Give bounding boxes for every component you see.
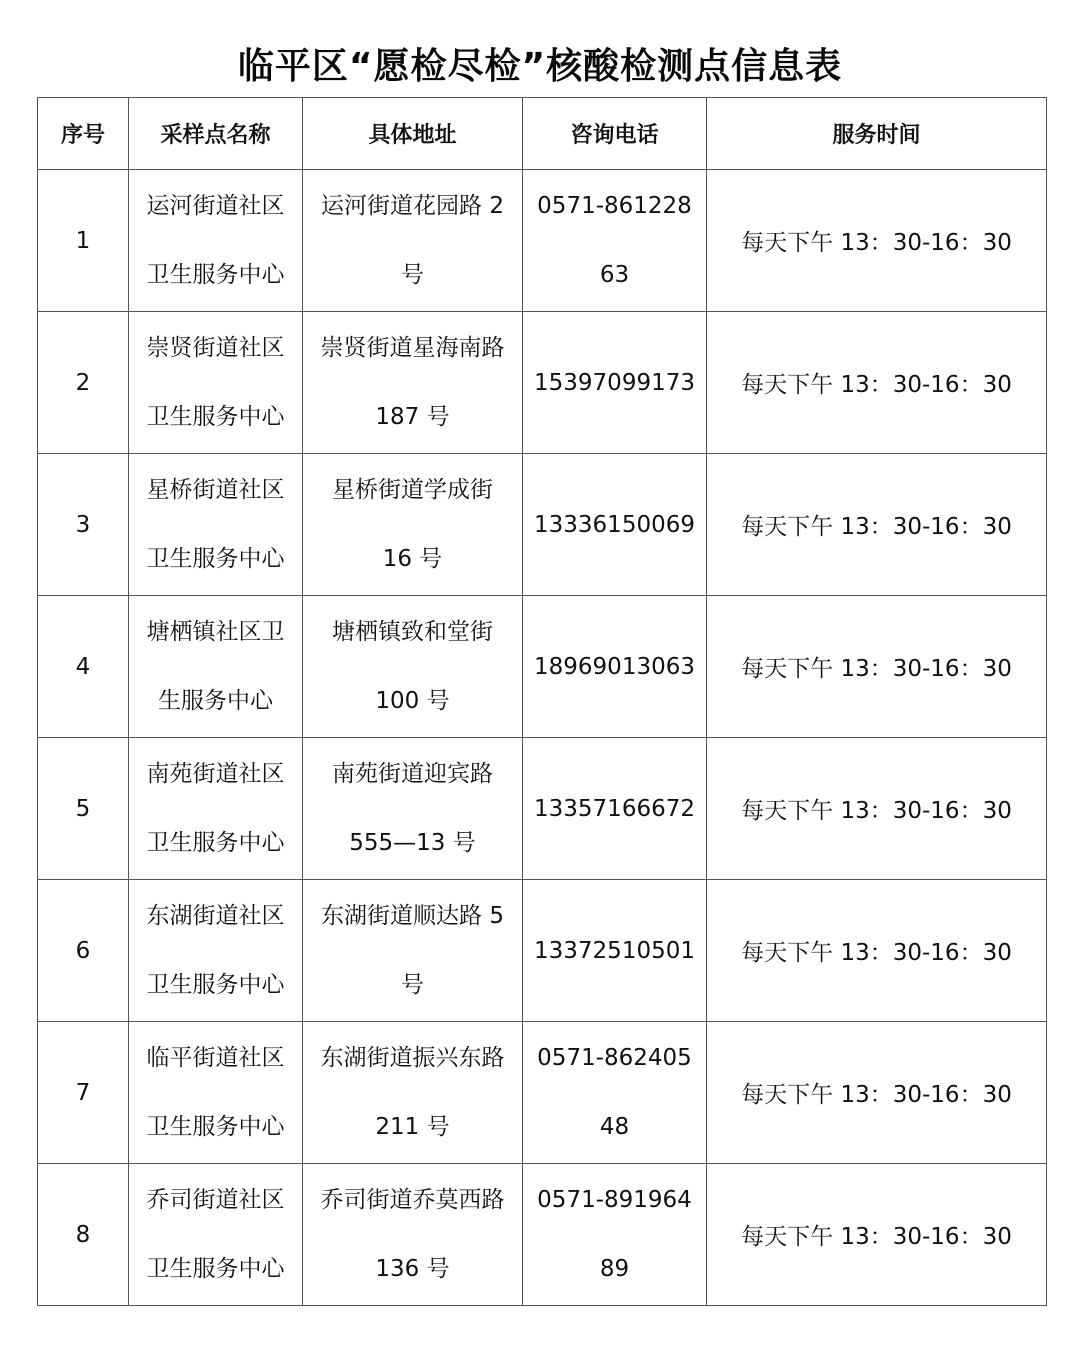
cell-site-name-line-2: 卫生服务中心: [146, 546, 285, 572]
cell-site-name: [129, 880, 303, 1022]
cell-site-name: [129, 1164, 303, 1306]
cell-phone-line-2: 63: [599, 262, 630, 288]
cell-service-time-text: 每天下午 13：30-16：30: [741, 656, 1012, 682]
cell-site-name-line-1: 东湖街道社区: [146, 903, 285, 929]
cell-phone: [523, 312, 707, 454]
cell-site-name-line-1: 星桥街道社区: [146, 477, 285, 503]
cell-address: [303, 312, 523, 454]
cell-address-line-2: 187 号: [375, 404, 450, 430]
cell-address-line-1: 东湖街道振兴东路: [320, 1045, 505, 1071]
cell-address-line-2: 16 号: [382, 546, 443, 572]
cell-phone-text: 13357166672: [534, 795, 695, 822]
cell-service-time-text: 每天下午 13：30-16：30: [741, 1224, 1012, 1250]
cell-phone-line-1: 0571-891964: [537, 1187, 692, 1213]
cell-number-text: 7: [75, 1079, 91, 1106]
header-address: 具体地址: [303, 98, 523, 170]
cell-address-line-2: 211 号: [375, 1114, 450, 1140]
cell-address-line-2: 号: [401, 262, 424, 288]
cell-service-time-text: 每天下午 13：30-16：30: [741, 798, 1012, 824]
cell-site-name-line-2: 卫生服务中心: [146, 830, 285, 856]
cell-address: [303, 1022, 523, 1164]
page-title: 临平区“愿检尽检”核酸检测点信息表: [237, 46, 843, 87]
cell-service-time: [707, 170, 1047, 312]
cell-site-name-line-2: 生服务中心: [158, 688, 273, 714]
table-row: [38, 880, 1047, 1022]
cell-service-time: [707, 738, 1047, 880]
cell-phone: [523, 1164, 707, 1306]
cell-site-name-line-1: 运河街道社区: [146, 193, 285, 219]
header-phone: 咨询电话: [523, 98, 707, 170]
cell-number-text: 3: [75, 511, 91, 538]
table-row: [38, 312, 1047, 454]
table-row: [38, 596, 1047, 738]
cell-number: [38, 596, 129, 738]
cell-site-name-line-2: 卫生服务中心: [146, 972, 285, 998]
cell-phone: [523, 880, 707, 1022]
cell-service-time: [707, 596, 1047, 738]
cell-number: [38, 1022, 129, 1164]
cell-address-line-1: 乔司街道乔莫西路: [320, 1187, 505, 1213]
table-body: [38, 170, 1047, 1306]
cell-phone-line-1: 0571-862405: [537, 1045, 692, 1071]
table-row: [38, 1164, 1047, 1306]
table-header-row: [38, 98, 1047, 170]
cell-service-time: [707, 1164, 1047, 1306]
cell-phone-text: 15397099173: [534, 369, 695, 396]
cell-address-line-2: 号: [401, 972, 424, 998]
cell-service-time-text: 每天下午 13：30-16：30: [741, 1082, 1012, 1108]
table-row: [38, 170, 1047, 312]
header-site-name: 采样点名称: [129, 98, 303, 170]
cell-service-time-text: 每天下午 13：30-16：30: [741, 940, 1012, 966]
cell-site-name-line-2: 卫生服务中心: [146, 262, 285, 288]
cell-site-name-line-2: 卫生服务中心: [146, 404, 285, 430]
cell-site-name-line-2: 卫生服务中心: [146, 1114, 285, 1140]
table-row: [38, 454, 1047, 596]
cell-number: [38, 170, 129, 312]
cell-address-line-1: 南苑街道迎宾路: [332, 761, 493, 787]
table-row: [38, 1022, 1047, 1164]
cell-address-line-2: 555—13 号: [349, 830, 476, 856]
cell-address: [303, 738, 523, 880]
cell-phone-text: 13336150069: [534, 511, 695, 538]
cell-address-line-1: 东湖街道顺达路 5: [321, 903, 504, 929]
cell-number-text: 5: [75, 795, 91, 822]
cell-phone: [523, 738, 707, 880]
cell-number: [38, 880, 129, 1022]
cell-phone-line-2: 48: [599, 1114, 630, 1140]
cell-address-line-2: 136 号: [375, 1256, 450, 1282]
cell-number: [38, 738, 129, 880]
cell-phone-line-1: 0571-861228: [537, 193, 692, 219]
cell-number-text: 2: [75, 369, 91, 396]
cell-number: [38, 454, 129, 596]
cell-address-line-2: 100 号: [375, 688, 450, 714]
cell-number-text: 8: [75, 1221, 91, 1248]
cell-number-text: 6: [75, 937, 91, 964]
cell-service-time: [707, 1022, 1047, 1164]
cell-address: [303, 454, 523, 596]
cell-service-time: [707, 454, 1047, 596]
cell-service-time-text: 每天下午 13：30-16：30: [741, 514, 1012, 540]
cell-site-name-line-1: 南苑街道社区: [146, 761, 285, 787]
cell-address-line-1: 崇贤街道星海南路: [320, 335, 505, 361]
cell-address-line-1: 塘栖镇致和堂街: [332, 619, 493, 645]
cell-address: [303, 1164, 523, 1306]
cell-address-line-1: 运河街道花园路 2: [321, 193, 504, 219]
cell-site-name: [129, 1022, 303, 1164]
cell-site-name-line-1: 崇贤街道社区: [146, 335, 285, 361]
cell-site-name-line-1: 塘栖镇社区卫: [146, 619, 285, 645]
cell-site-name-line-2: 卫生服务中心: [146, 1256, 285, 1282]
cell-phone-text: 13372510501: [534, 937, 695, 964]
cell-phone-text: 18969013063: [534, 653, 695, 680]
cell-phone: [523, 170, 707, 312]
cell-address: [303, 170, 523, 312]
cell-service-time-text: 每天下午 13：30-16：30: [741, 230, 1012, 256]
header-service-time: 服务时间: [707, 98, 1047, 170]
table-row: [38, 738, 1047, 880]
cell-address: [303, 880, 523, 1022]
cell-site-name: [129, 596, 303, 738]
cell-number-text: 1: [75, 227, 91, 254]
cell-site-name: [129, 454, 303, 596]
cell-number-text: 4: [75, 653, 91, 680]
cell-number: [38, 1164, 129, 1306]
cell-site-name-line-1: 临平街道社区: [146, 1045, 285, 1071]
cell-phone-line-2: 89: [599, 1256, 630, 1282]
header-number: 序号: [38, 98, 129, 170]
cell-site-name: [129, 312, 303, 454]
cell-site-name-line-1: 乔司街道社区: [146, 1187, 285, 1213]
cell-address: [303, 596, 523, 738]
cell-service-time: [707, 880, 1047, 1022]
cell-site-name: [129, 170, 303, 312]
cell-number: [38, 312, 129, 454]
cell-service-time-text: 每天下午 13：30-16：30: [741, 372, 1012, 398]
cell-site-name: [129, 738, 303, 880]
testing-sites-table: [37, 97, 1047, 1306]
cell-service-time: [707, 312, 1047, 454]
cell-phone: [523, 454, 707, 596]
cell-phone: [523, 1022, 707, 1164]
cell-phone: [523, 596, 707, 738]
cell-address-line-1: 星桥街道学成街: [332, 477, 493, 503]
